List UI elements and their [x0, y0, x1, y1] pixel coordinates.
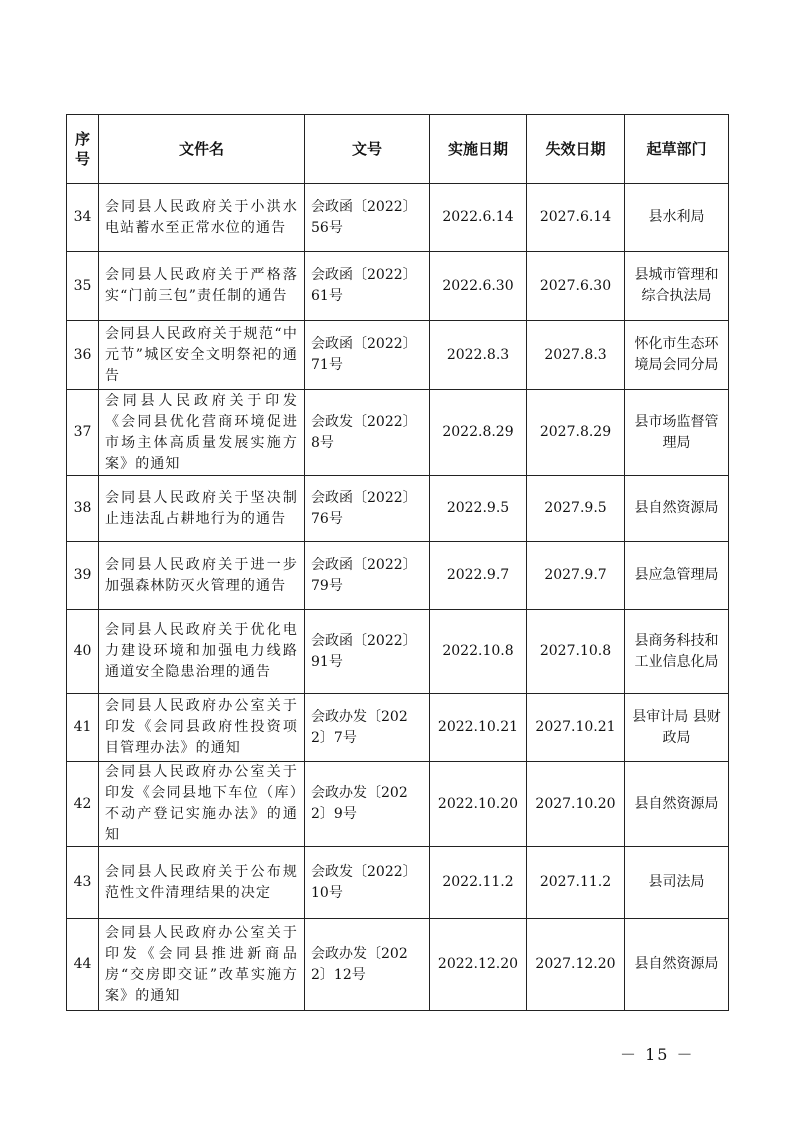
cell-drafting-dept: 怀化市生态环境局会同分局 [625, 321, 729, 390]
table-header-row [67, 115, 729, 184]
cell-doc-number: 会政函〔2022〕61号 [305, 252, 430, 321]
cell-end-date: 2027.10.8 [527, 610, 625, 694]
cell-end-date: 2027.10.21 [527, 694, 625, 762]
cell-seq: 37 [67, 390, 99, 476]
cell-file-name: 会同县人民政府关于小洪水电站蓄水至正常水位的通告 [99, 184, 305, 252]
cell-drafting-dept: 县自然资源局 [625, 762, 729, 847]
cell-doc-number: 会政函〔2022〕91号 [305, 610, 430, 694]
cell-seq: 41 [67, 694, 99, 762]
cell-drafting-dept: 县审计局 县财政局 [625, 694, 729, 762]
cell-doc-number: 会政函〔2022〕79号 [305, 542, 430, 610]
cell-doc-number: 会政办发〔2022〕9号 [305, 762, 430, 847]
cell-end-date: 2027.8.3 [527, 321, 625, 390]
header-file-name: 文件名 [99, 115, 305, 184]
cell-start-date: 2022.11.2 [430, 847, 527, 919]
cell-seq: 35 [67, 252, 99, 321]
table-row [67, 321, 729, 390]
cell-start-date: 2022.6.30 [430, 252, 527, 321]
cell-drafting-dept: 县城市管理和综合执法局 [625, 252, 729, 321]
cell-file-name: 会同县人民政府关于优化电力建设环境和加强电力线路通道安全隐患治理的通告 [99, 610, 305, 694]
cell-doc-number: 会政函〔2022〕76号 [305, 476, 430, 542]
regulation-table [66, 114, 729, 1011]
cell-start-date: 2022.8.3 [430, 321, 527, 390]
table-row [67, 919, 729, 1011]
cell-start-date: 2022.10.21 [430, 694, 527, 762]
cell-file-name: 会同县人民政府关于严格落实“门前三包”责任制的通告 [99, 252, 305, 321]
cell-start-date: 2022.8.29 [430, 390, 527, 476]
cell-doc-number: 会政办发〔2022〕7号 [305, 694, 430, 762]
table-row [67, 184, 729, 252]
table-row [67, 542, 729, 610]
table-row [67, 762, 729, 847]
header-end-date: 失效日期 [527, 115, 625, 184]
cell-end-date: 2027.6.30 [527, 252, 625, 321]
cell-seq: 42 [67, 762, 99, 847]
cell-start-date: 2022.9.5 [430, 476, 527, 542]
cell-start-date: 2022.10.8 [430, 610, 527, 694]
cell-file-name: 会同县人民政府关于坚决制止违法乱占耕地行为的通告 [99, 476, 305, 542]
cell-file-name: 会同县人民政府办公室关于印发《会同县政府性投资项目管理办法》的通知 [99, 694, 305, 762]
cell-doc-number: 会政发〔2022〕10号 [305, 847, 430, 919]
cell-start-date: 2022.12.20 [430, 919, 527, 1011]
header-drafting-dept: 起草部门 [625, 115, 729, 184]
cell-drafting-dept: 县司法局 [625, 847, 729, 919]
cell-seq: 34 [67, 184, 99, 252]
cell-doc-number: 会政函〔2022〕71号 [305, 321, 430, 390]
cell-drafting-dept: 县自然资源局 [625, 919, 729, 1011]
cell-seq: 38 [67, 476, 99, 542]
cell-seq: 44 [67, 919, 99, 1011]
cell-end-date: 2027.12.20 [527, 919, 625, 1011]
header-doc-number: 文号 [305, 115, 430, 184]
cell-end-date: 2027.8.29 [527, 390, 625, 476]
cell-file-name: 会同县人民政府关于进一步加强森林防灭火管理的通告 [99, 542, 305, 610]
cell-drafting-dept: 县水利局 [625, 184, 729, 252]
cell-start-date: 2022.10.20 [430, 762, 527, 847]
table-row [67, 610, 729, 694]
cell-end-date: 2027.9.5 [527, 476, 625, 542]
cell-seq: 36 [67, 321, 99, 390]
cell-drafting-dept: 县应急管理局 [625, 542, 729, 610]
page-number: － 15 － [620, 1045, 695, 1064]
table-row [67, 694, 729, 762]
table-row [67, 252, 729, 321]
cell-doc-number: 会政发〔2022〕8号 [305, 390, 430, 476]
table-row [67, 476, 729, 542]
cell-file-name: 会同县人民政府关于规范“中元节”城区安全文明祭祀的通告 [99, 321, 305, 390]
header-seq: 序号 [67, 115, 99, 184]
cell-end-date: 2027.6.14 [527, 184, 625, 252]
cell-file-name: 会同县人民政府关于印发《会同县优化营商环境促进市场主体高质量发展实施方案》的通知 [99, 390, 305, 476]
cell-seq: 40 [67, 610, 99, 694]
cell-end-date: 2027.9.7 [527, 542, 625, 610]
cell-file-name: 会同县人民政府办公室关于印发《会同县推进新商品房“交房即交证”改革实施方案》的通知 [99, 919, 305, 1011]
cell-drafting-dept: 县市场监督管理局 [625, 390, 729, 476]
cell-drafting-dept: 县自然资源局 [625, 476, 729, 542]
cell-file-name: 会同县人民政府关于公布规范性文件清理结果的决定 [99, 847, 305, 919]
cell-doc-number: 会政函〔2022〕56号 [305, 184, 430, 252]
cell-seq: 43 [67, 847, 99, 919]
header-start-date: 实施日期 [430, 115, 527, 184]
cell-doc-number: 会政办发〔2022〕12号 [305, 919, 430, 1011]
cell-start-date: 2022.9.7 [430, 542, 527, 610]
cell-start-date: 2022.6.14 [430, 184, 527, 252]
cell-drafting-dept: 县商务科技和工业信息化局 [625, 610, 729, 694]
cell-end-date: 2027.10.20 [527, 762, 625, 847]
table-row [67, 390, 729, 476]
cell-file-name: 会同县人民政府办公室关于印发《会同县地下车位（库）不动产登记实施办法》的通知 [99, 762, 305, 847]
cell-end-date: 2027.11.2 [527, 847, 625, 919]
table-row [67, 847, 729, 919]
cell-seq: 39 [67, 542, 99, 610]
